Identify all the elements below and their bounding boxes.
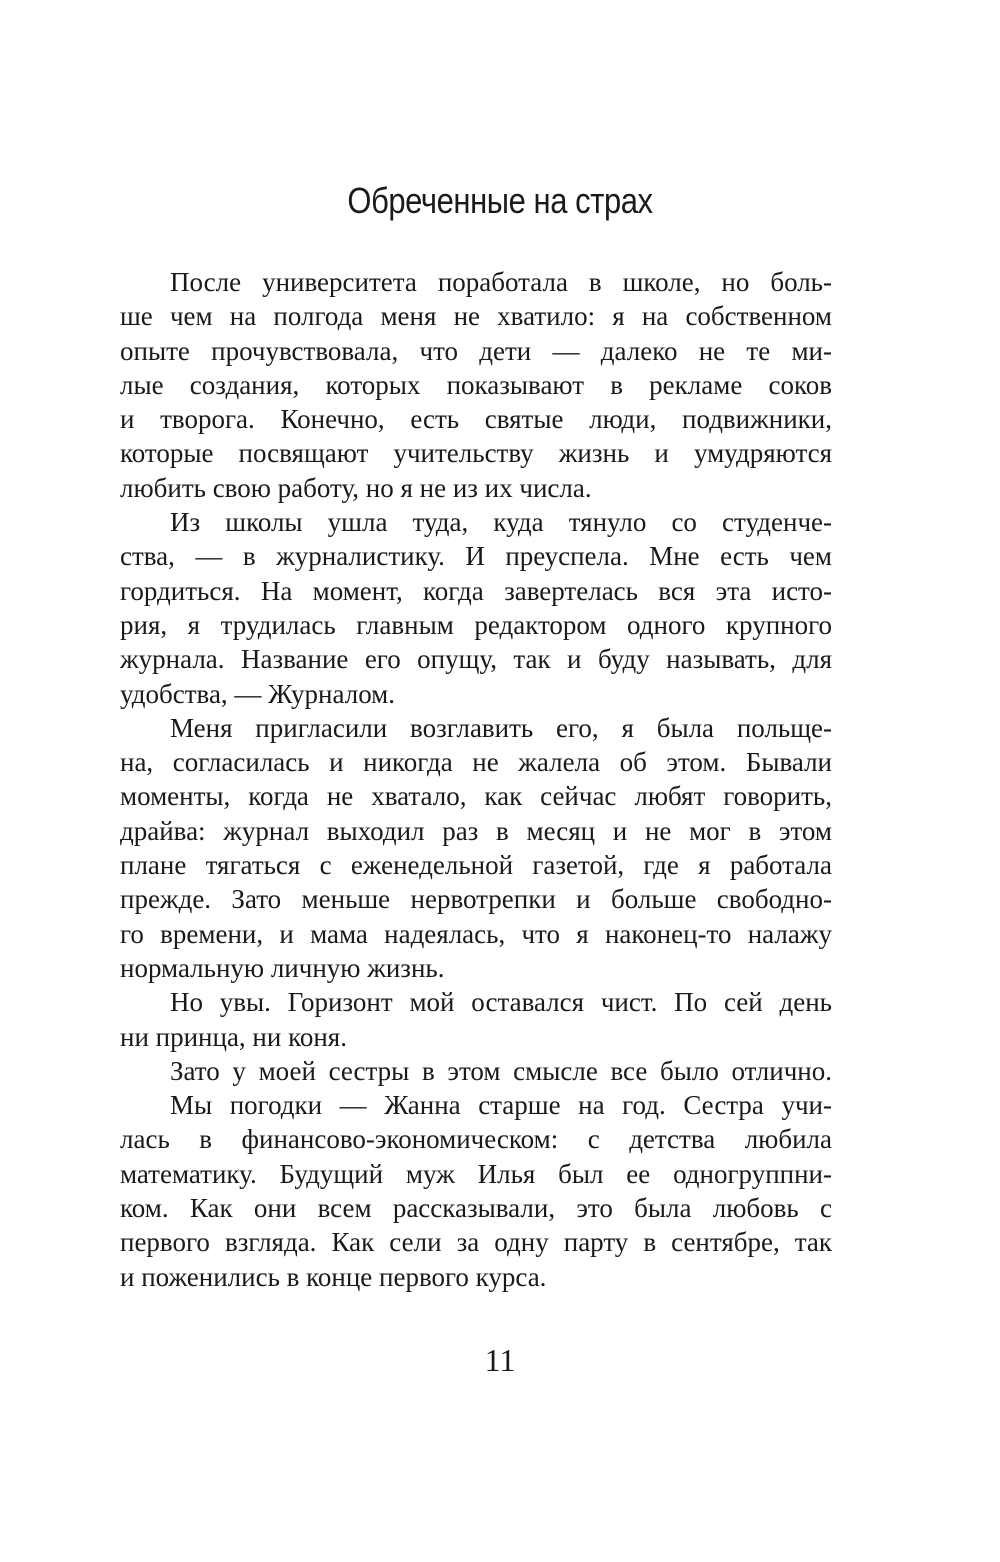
text-line: ства, — в журналистику. И преуспела. Мне есть чем [120, 541, 832, 572]
text-line: ни принца, ни коня. [120, 1021, 347, 1052]
text-line: лась в финансово-экономическом: с детства любила [120, 1124, 832, 1155]
text-line: любить свою работу, но я не из их числа. [120, 472, 592, 503]
text-line: математику. Будущий муж Илья был ее одногруппни- [120, 1158, 832, 1189]
text-line: ше чем на полгода меня не хватило: я на собственном [120, 301, 832, 332]
text-line: Меня пригласили возглавить его, я была польще- [170, 712, 832, 743]
text-line: Но увы. Горизонт мой оставался чист. По сей день [170, 987, 832, 1018]
text-line: опыте прочувствовала, что дети — далеко не те ми- [120, 335, 832, 366]
text-line: рия, я трудилась главным редактором одного крупного [120, 609, 832, 640]
text-line: го времени, и мама надеялась, что я наконец-то налажу [120, 918, 832, 949]
text-line: на, согласилась и никогда не жалела об этом. Бывали [120, 747, 832, 778]
text-line: моменты, когда не хватало, как сейчас любят говорить, [120, 781, 832, 812]
text-line: драйва: журнал выходил раз в месяц и не мог в этом [120, 815, 832, 846]
text-line: прежде. Зато меньше нервотрепки и больше свободно- [120, 884, 832, 915]
text-line: удобства, — Журналом. [120, 678, 396, 709]
text-line: нормальную личную жизнь. [120, 952, 445, 983]
text-line: гордиться. На момент, когда завертелась вся эта исто- [120, 575, 832, 606]
chapter-title: Обреченные на страх [347, 180, 653, 221]
text-line: плане тягаться с еженедельной газетой, где я работала [120, 850, 832, 881]
text-line: Зато у моей сестры в этом смысле все было отлично. [170, 1055, 832, 1086]
text-line: лые создания, которых показывают в рекламе соков [120, 369, 832, 400]
text-line: журнала. Название его опущу, так и буду называть, для [120, 644, 832, 675]
text-line: ком. Как они всем рассказывали, это была любовь с [120, 1193, 832, 1224]
text-line: Мы погодки — Жанна старше на год. Сестра учи- [170, 1090, 832, 1121]
text-line: После университета поработала в школе, но боль- [170, 267, 832, 297]
text-line: которые посвящают учительству жизнь и умудряются [120, 438, 832, 469]
page-number: 11 [484, 1342, 516, 1378]
text-line: Из школы ушла туда, куда тянуло со студенче- [170, 507, 832, 538]
text-line: и творога. Конечно, есть святые люди, подвижники, [120, 404, 832, 435]
body-text [120, 265, 832, 1294]
text-line: и поженились в конце первого курса. [120, 1261, 547, 1292]
text-line: первого взгляда. Как сели за одну парту в сентябре, так [120, 1227, 832, 1258]
